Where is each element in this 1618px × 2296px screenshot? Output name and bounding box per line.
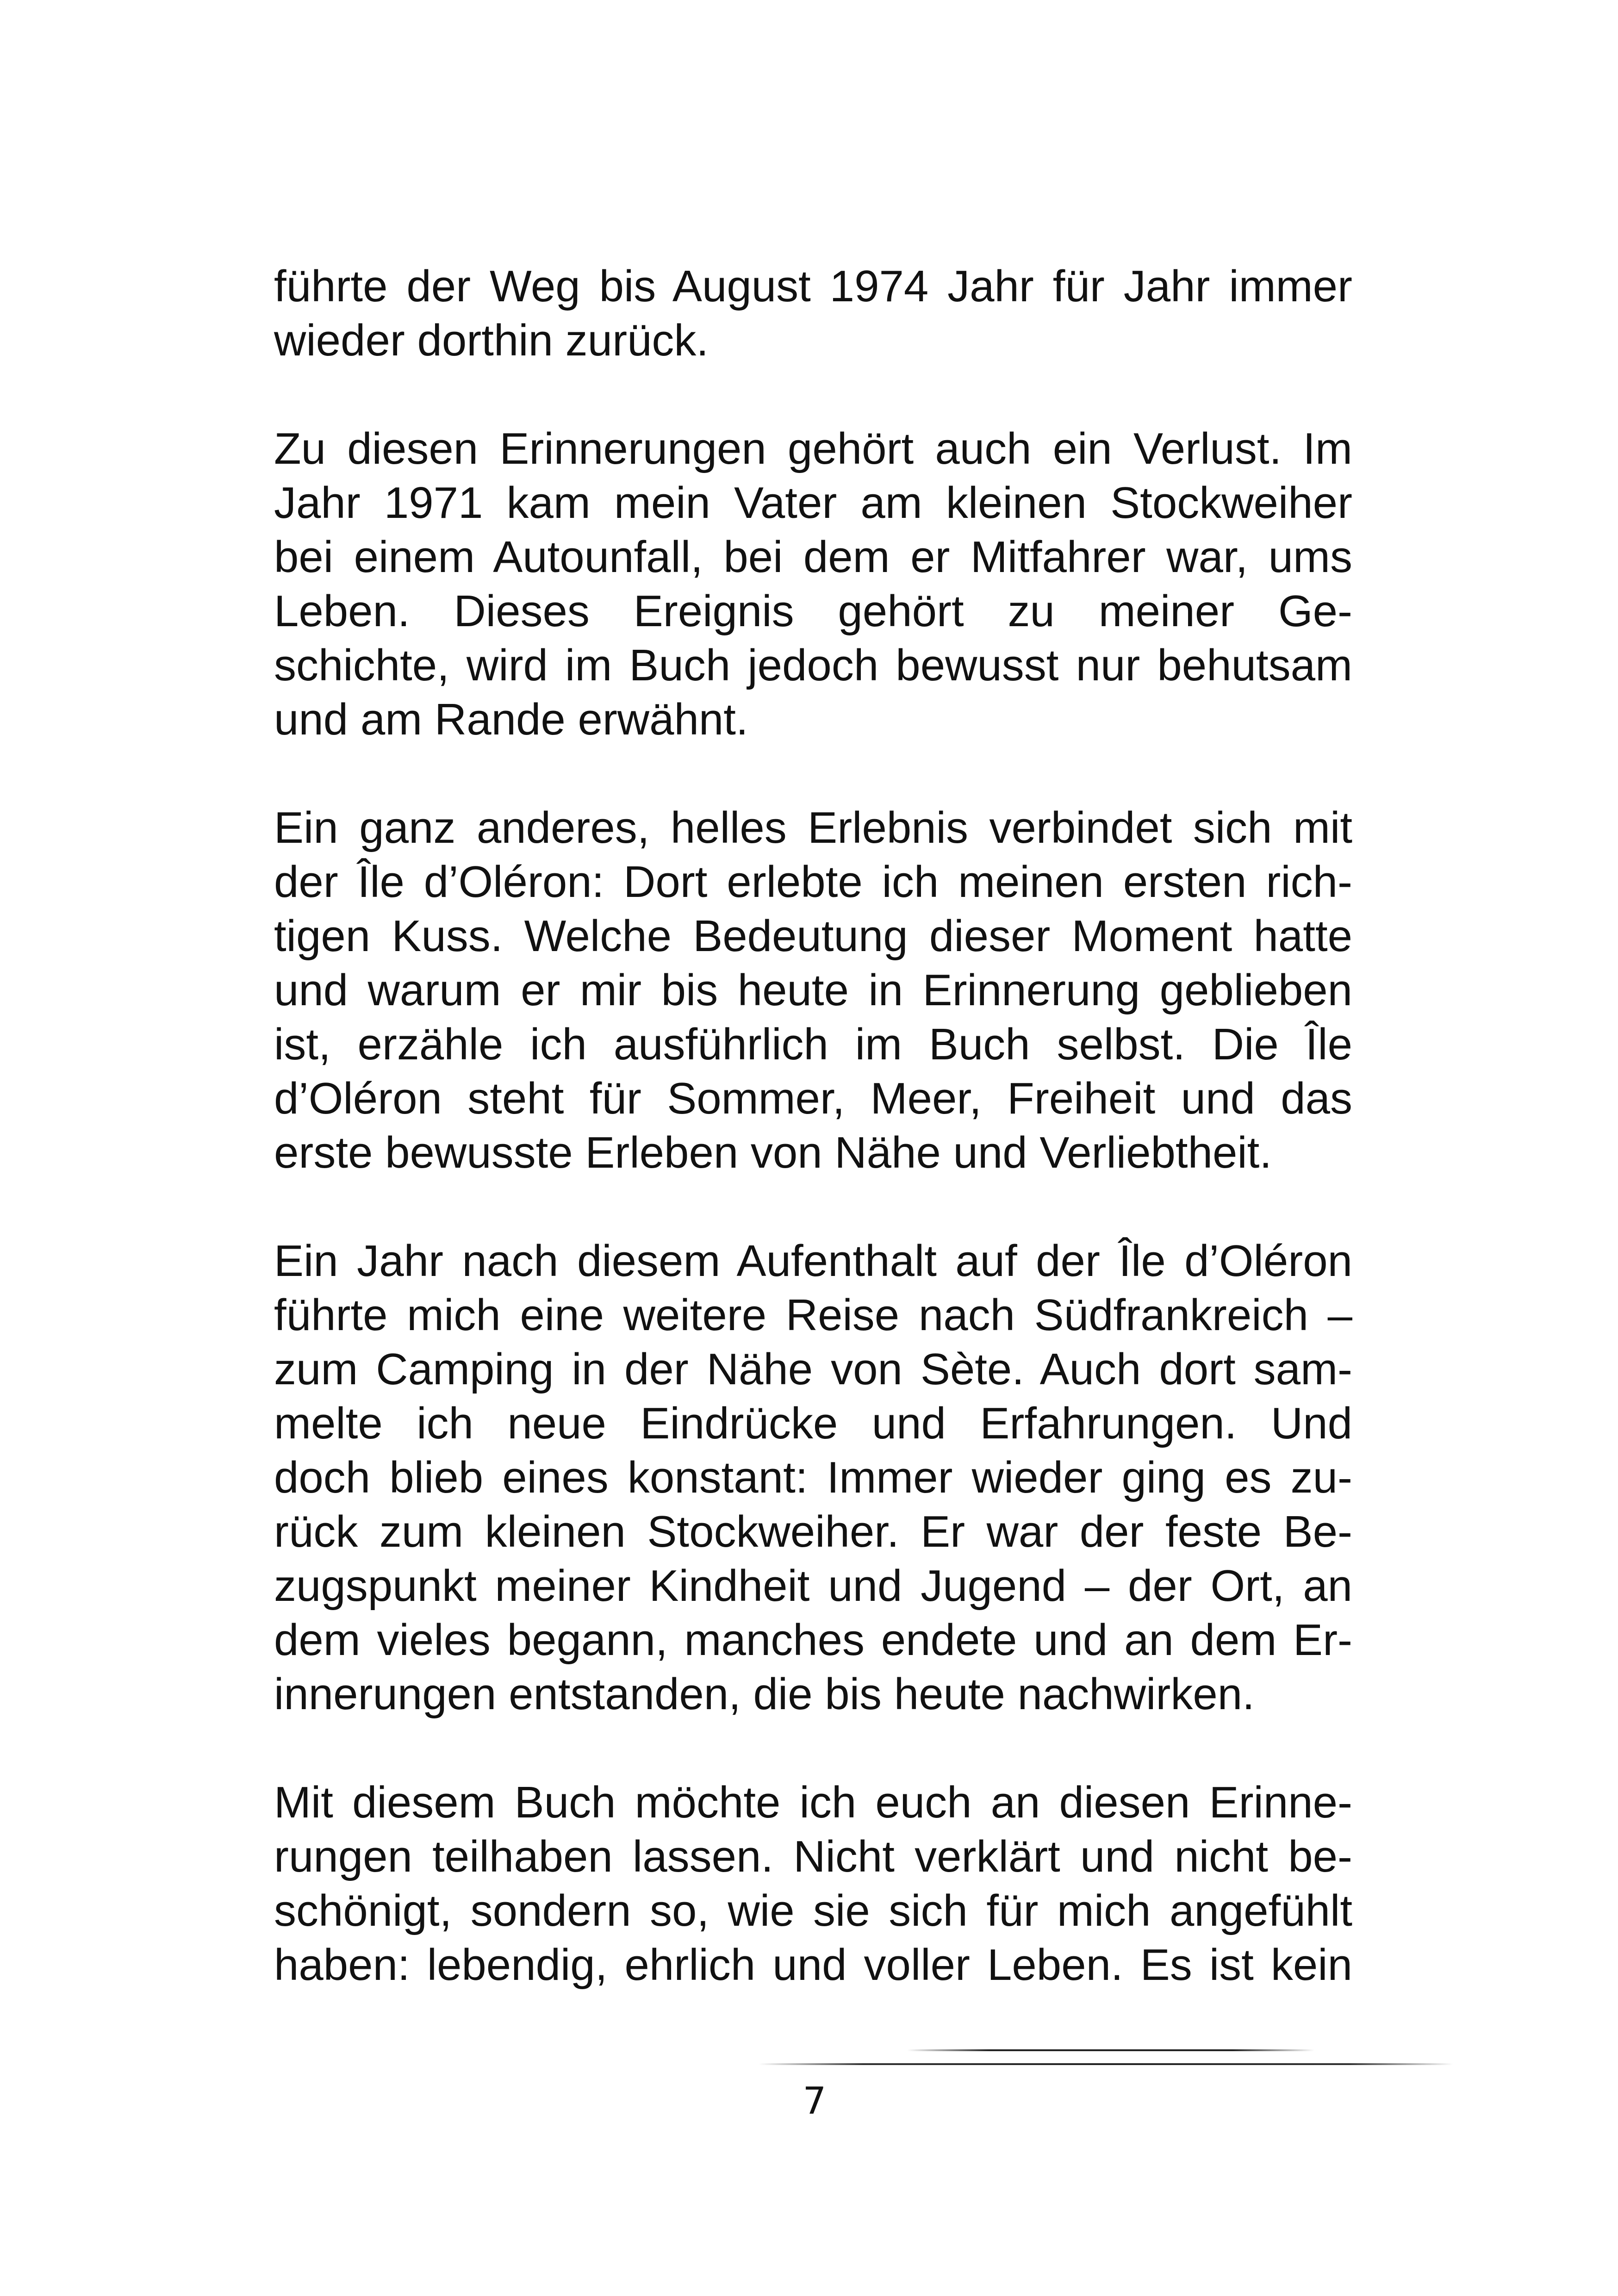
text-line: führte der Weg bis August 1974 Jahr für Jahr immer <box>274 261 1352 311</box>
text-line: tigen Kuss. Welche Bedeutung dieser Moment hatte <box>274 911 1352 961</box>
text-line: rungen teilhaben lassen. Nicht verklärt und nicht be- <box>274 1832 1352 1881</box>
text-line: Zu diesen Erinnerungen gehört auch ein Verlust. Im <box>274 424 1352 473</box>
text-line: innerungen entstanden, die bis heute nachwirken. <box>274 1669 1255 1719</box>
paragraph-5 <box>274 1775 1352 1992</box>
text-line: und am Rande erwähnt. <box>274 695 748 744</box>
text-line: schönigt, sondern so, wie sie sich für mich angefühlt <box>274 1886 1352 1935</box>
text-line: erste bewusste Erleben von Nähe und Verliebtheit. <box>274 1128 1272 1177</box>
paragraph-4 <box>274 1234 1352 1721</box>
text-line: zum Camping in der Nähe von Sète. Auch dort sam- <box>274 1344 1352 1394</box>
paragraph-1 <box>274 259 1352 367</box>
text-line: zugspunkt meiner Kindheit und Jugend – der Ort, an <box>274 1561 1352 1611</box>
text-line: Ein Jahr nach diesem Aufenthalt auf der Île d’Oléron <box>274 1236 1352 1286</box>
text-line: ist, erzähle ich ausführlich im Buch selbst. Die Île <box>274 1020 1352 1069</box>
text-line: Jahr 1971 kam mein Vater am kleinen Stockweiher <box>274 478 1352 528</box>
page-number: 7 <box>803 2079 827 2122</box>
text-line: haben: lebendig, ehrlich und voller Leben. Es ist kein <box>274 1940 1352 1990</box>
text-line: bei einem Autounfall, bei dem er Mitfahrer war, ums <box>274 532 1352 582</box>
paragraph-2 <box>274 422 1352 747</box>
text-line: d’Oléron steht für Sommer, Meer, Freiheit und das <box>274 1074 1352 1123</box>
text-line: Mit diesem Buch möchte ich euch an diesen Erinne- <box>274 1778 1352 1827</box>
text-line: Leben. Dieses Ereignis gehört zu meiner Ge- <box>274 586 1352 636</box>
text-line: schichte, wird im Buch jedoch bewusst nur behutsam <box>274 641 1352 690</box>
body-text <box>274 259 1352 2046</box>
text-line: wieder dorthin zurück. <box>274 316 709 365</box>
paragraph-3 <box>274 801 1352 1180</box>
text-line: führte mich eine weitere Reise nach Südfrankreich – <box>274 1290 1352 1340</box>
text-line: rück zum kleinen Stockweiher. Er war der feste Be- <box>274 1507 1352 1556</box>
text-line: und warum er mir bis heute in Erinnerung geblieben <box>274 965 1352 1015</box>
text-line: doch blieb eines konstant: Immer wieder ging es zu- <box>274 1453 1352 1502</box>
footer-divider-short <box>907 2049 1314 2051</box>
text-line: dem vieles begann, manches endete und an dem Er- <box>274 1615 1352 1665</box>
text-line: melte ich neue Eindrücke und Erfahrungen. Und <box>274 1399 1352 1448</box>
text-line: der Île d’Oléron: Dort erlebte ich meinen ersten rich- <box>274 857 1352 907</box>
footer-divider <box>759 2063 1453 2065</box>
text-line: Ein ganz anderes, helles Erlebnis verbindet sich mit <box>274 803 1352 852</box>
